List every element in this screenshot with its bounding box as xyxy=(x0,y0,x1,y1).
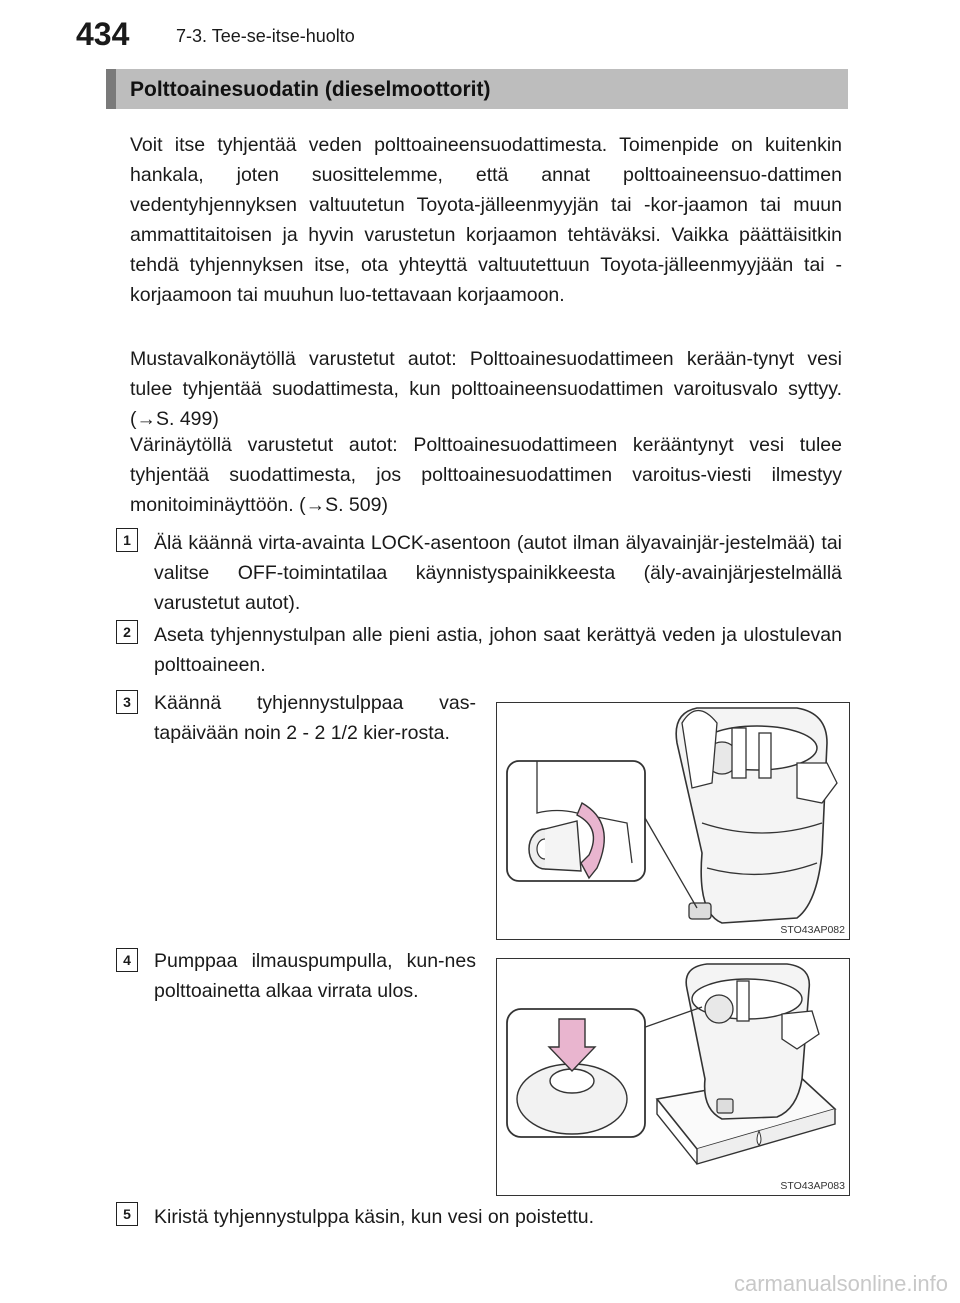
figure-code-1: STO43AP082 xyxy=(780,924,845,936)
figure-code-2: STO43AP083 xyxy=(780,1180,845,1192)
drain-plug-illustration xyxy=(497,703,849,939)
watermark: carmanualsonline.info xyxy=(733,1271,948,1296)
step-text-2: Aseta tyhjennystulpan alle pieni astia, johon saat kerättyä veden ja ulostulevan polttoaineen. xyxy=(154,624,842,676)
step-text-5: Kiristä tyhjennystulppa käsin, kun vesi on poistettu. xyxy=(154,1206,595,1228)
step-number-3: 3 xyxy=(116,690,138,714)
intro-paragraph: Voit itse tyhjentää veden polttoaineensuodattimesta. Toimenpide on kuitenkin hankala, joten suosittelemme, että annat polttoaineensuo-dattimen vedentyhjennyksen valtuutetun Toyota-jälleenmyyjän tai -kor-jaamon tai muun ammattitaitoisen ja hyvin varustetun korjaamon tehtäväksi. Vaikka päättäisitkin tehdä tyhjennyksen itse, ota yhteyttä valtuutettuun Toyota-jälleenmyyjään tai -korjaamoon tai muuhun luo-tettavaan korjaamoon. xyxy=(130,134,842,306)
step-text-3: Käännä tyhjennystulppaa vas-tapäivään noin 2 - 2 1/2 kier-rosta. xyxy=(154,692,476,744)
priming-pump-illustration xyxy=(497,959,849,1195)
step-number-4: 4 xyxy=(116,948,138,972)
section-bar-tick xyxy=(106,69,116,109)
step-number-5: 5 xyxy=(116,1202,138,1226)
step-number-1: 1 xyxy=(116,528,138,552)
step-number-2: 2 xyxy=(116,620,138,644)
step-text-1: Älä käännä virta-avainta LOCK-asentoon (autot ilman älyavainjär-jestelmää) tai valitse OFF-toimintatilaa käynnistyspainikkeesta (äly-avainjärjestelmällä varustetut autot). xyxy=(154,532,842,614)
figure-drain-plug xyxy=(496,702,850,940)
figure-priming-pump xyxy=(496,958,850,1196)
step-text-4: Pumppaa ilmauspumpulla, kun-nes polttoainetta alkaa virrata ulos. xyxy=(154,950,476,1002)
section-title-bar xyxy=(106,69,848,109)
page-number: 434 xyxy=(76,16,130,52)
color-display-paragraph: Värinäytöllä varustetut autot: Polttoainesuodattimeen kerääntynyt vesi tulee tyhjentää suodattimesta, jos polttoainesuodattimen varoitus-viesti ilmestyy monitoiminäyttöön. (→S. 509) xyxy=(130,434,842,516)
running-head: 7-3. Tee-se-itse-huolto xyxy=(176,26,355,46)
bw-display-paragraph: Mustavalkonäytöllä varustetut autot: Polttoainesuodattimeen kerään-tynyt vesi tulee tyhjentää suodattimesta, kun polttoaineensuodattimen varoitusvalo syttyy. (→S. 499) xyxy=(130,348,842,430)
section-title: Polttoainesuodatin (dieselmoottorit) xyxy=(130,78,491,101)
